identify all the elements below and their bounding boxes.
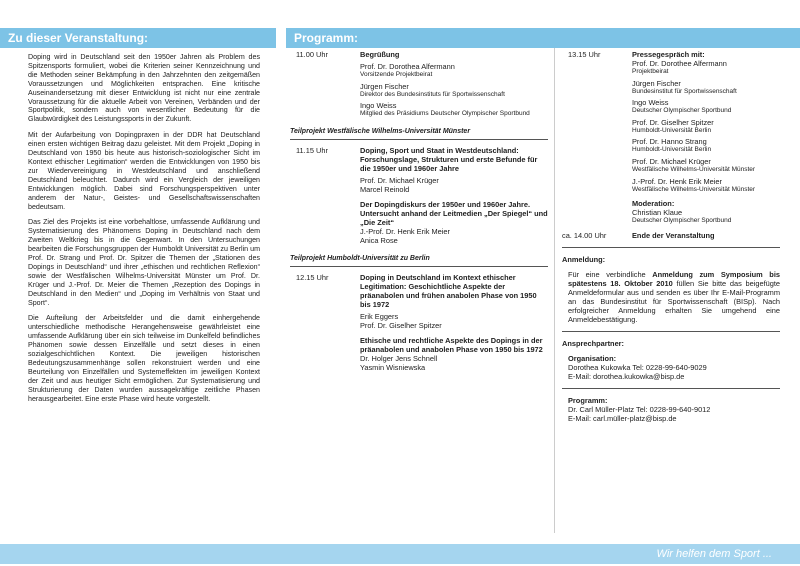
intro-paragraph: Das Ziel des Projekts ist eine vorbehaltlose, umfassende Aufklärung und Systematisierung des Phänomens Doping in Deutschland nach dem Zweiten Weltkrieg bis in die Gegenwart. In den Untersuchungen bearbeiten die Forschungsgruppen der Humboldt Universität zu Berlin um Prof. Dr. Strang und Prof. Dr. Spitzer die Themen der „Stationen des Dopings in Deutschland“ und ihrer „ethischen und rechtlichen Reflexion“ sowie der Westfälischen Wilhelms-Universität Münster um Prof. Dr. Krüger und J.-Prof. Dr. Meier die Themen „Rezeption des Dopings in Deutschland in den Medien“ und „Doping im Verhältnis von Staat und Sport“.	[28, 218, 260, 307]
speaker-role: Deutscher Olympischer Sportbund	[632, 217, 732, 225]
contact-name: Dorothea Kukowka Tel: 0228-99-640-9029	[568, 362, 707, 372]
speaker: Jürgen Fischer	[632, 78, 681, 88]
slot-title: Doping in Deutschland im Kontext ethischer Legitimation: Geschichtliche Aspekte der präanabolen und frühen anabolen Phase von 1950 bis 1972	[360, 272, 537, 309]
program-slot-1315	[562, 50, 780, 225]
slot-title: Doping, Sport und Staat in Westdeutschland: Forschungslage, Strukturen und erste Befunde für die 1950er und 1960er Jahre	[360, 145, 538, 173]
contact-role: Programm:	[568, 395, 608, 405]
footer-bar	[0, 544, 800, 564]
slot-time: 13.15 Uhr	[568, 50, 601, 59]
speaker: Prof. Dr. Michael Krüger	[632, 156, 711, 166]
contact-email[interactable]: E-Mail: carl.müller-platz@bisp.de	[568, 413, 677, 423]
slot-time: ca. 14.00 Uhr	[562, 230, 607, 240]
contact-organisation	[562, 354, 780, 381]
program-slot-end	[562, 231, 780, 240]
section-heading-veranstaltung: Zu dieser Veranstaltung:	[0, 28, 276, 48]
speaker: Yasmin Wisniewska	[360, 362, 426, 372]
speaker: Prof. Dr. Hanno Strang	[632, 137, 707, 147]
contact-role: Organisation:	[568, 353, 617, 363]
speaker: Marcel Reinold	[360, 184, 410, 194]
program-slot-1100	[290, 50, 548, 118]
speaker-role: Mitglied des Präsidiums Deutscher Olympischer Sportbund	[360, 110, 530, 118]
speaker: Jürgen Fischer	[360, 81, 409, 91]
speaker-role: Westfälische Wilhelms-Universität Münster	[632, 165, 756, 173]
speaker-role: Direktor des Bundesinstituts für Sportwissenschaft	[360, 90, 505, 98]
contacts-label: Ansprechpartner:	[562, 338, 625, 348]
subproject-heading: Teilprojekt Westfälische Wilhelms-Universität Münster	[290, 124, 548, 140]
speaker: Ingo Weiss	[632, 98, 669, 108]
speaker: Prof. Dr. Giselher Spitzer	[632, 117, 714, 127]
intro-text	[28, 53, 260, 411]
slot-title: Ende der Veranstaltung	[632, 230, 715, 240]
intro-paragraph: Doping wird in Deutschland seit den 1950er Jahren als Problem des Spitzensports formuliert, wobei die Kriterien seiner Kennzeichnung und die Methoden seiner Bekämpfung in den Jahrzehnten den zeitgemäßen Voraussetzungen und Möglichkeiten entsprachen. Eine kritische Auseinandersetzung mit dieser Entwicklung ist nicht nur eine zentrale Voraussetzung für die aktuelle Arbeit von Vereinen, Verbänden und der Sportpolitik, sondern auch von wesentlicher Bedeutung für die Glaubwürdigkeit des Leistungssports in der Zukunft.	[28, 53, 260, 124]
slot-time: 12.15 Uhr	[296, 272, 329, 282]
section-heading-programm: Programm:	[286, 28, 800, 48]
speaker: Prof. Dr. Michael Krüger	[360, 175, 439, 185]
speaker: Prof. Dr. Giselher Spitzer	[360, 320, 442, 330]
speaker: Anica Rose	[360, 235, 398, 245]
speaker: J.-Prof. Dr. Henk Erik Meier	[360, 226, 450, 236]
speaker: Prof. Dr. Dorothea Alfermann	[360, 62, 455, 71]
column-divider	[554, 48, 555, 533]
divider	[562, 331, 780, 332]
speaker-role: Humboldt-Universität Berlin	[632, 146, 712, 154]
right-column	[562, 50, 780, 423]
program-slot-1215	[290, 273, 548, 372]
speaker-role: Bundesinstitut für Sportwissenschaft	[632, 87, 737, 95]
moderator: Christian Klaue	[632, 208, 683, 218]
speaker-role: Projektbeirat	[632, 68, 669, 75]
speaker: Erik Eggers	[360, 311, 399, 321]
speaker: Dr. Holger Jens Schnell	[360, 353, 438, 363]
speaker-role: Humboldt-Universität Berlin	[632, 126, 712, 134]
contact-name: Dr. Carl Müller-Platz Tel: 0228-99-640-9012	[568, 404, 711, 414]
registration-deadline: Anmeldung zum Symposium bis spätestens 18. Oktober 2010	[568, 269, 780, 288]
slot-title: Pressegespräch mit:	[632, 50, 705, 59]
registration-text	[562, 270, 780, 324]
slot-title: Der Dopingdiskurs der 1950er und 1960er Jahre. Untersucht anhand der Leitmedien „Der Spiegel“ und „Die Zeit“	[360, 199, 548, 227]
intro-paragraph: Mit der Aufarbeitung von Dopingpraxen in der DDR hat Deutschland einen ersten wichtigen Beitrag dazu geleistet. Mit dem Projekt „Doping in Deutschland von 1950 bis heute aus historisch-soziologischer Sicht im Kontext ethischer Legitimation“ werden die Entwicklungen von 1950 bis zur Wiedervereinigung in Westdeutschland und anschließend Deutschland beleuchtet. Dadurch wird ein Vergleich der jeweiligen Entwicklungen möglich. Dabei sind Forschungsperspektiven unter anderem der Natur-, Geistes- und Gesellschaftswissenschaften bedeutsam.	[28, 131, 260, 211]
slot-time: 11.00 Uhr	[296, 50, 328, 59]
slot-time: 11.15 Uhr	[296, 145, 328, 155]
speaker-role: Westfälische Wilhelms-Universität Münster	[632, 185, 756, 193]
registration-label: Anmeldung:	[562, 254, 606, 264]
slot-title: Ethische und rechtliche Aspekte des Dopings in der präanabolen und anabolen Phase von 1950 bis 1972	[360, 335, 543, 354]
subproject-heading: Teilprojekt Humboldt-Universität zu Berlin	[290, 251, 548, 267]
program-column	[290, 50, 548, 372]
speaker-role: Deutscher Olympischer Sportbund	[632, 107, 732, 115]
speaker-role: Vorsitzende Projektbeirat	[360, 71, 433, 78]
speaker: Prof. Dr. Dorothee Alfermann	[632, 59, 727, 68]
contact-email[interactable]: E-Mail: dorothea.kukowka@bisp.de	[568, 371, 685, 381]
intro-paragraph: Die Aufteilung der Arbeitsfelder und die damit einhergehende unterschiedliche methodische Herangehensweise gewährleistet eine umfassende Aufklärung über ein sich teilweise im Dunkelfeld befindliches Phänomen sowie dessen Einzelfälle und setzt dieses in einen sozialgeschichtlichen Kontext. Die jeweiligen historischen Bedeutungszusammenhänge sollen rekonstruiert werden und eine Beurteilung von Einzelfällen und Systemeffekten im jeweiligen Kontext der Zeit und aus heutiger Sicht ermöglichen. Zur Systematisierung und Strukturierung der Daten wurden aussagekräftige zeitliche Phasen herausgearbeitet. Eine erste Phase wird heute vorgestellt.	[28, 314, 260, 403]
divider	[562, 247, 780, 248]
contact-programm	[562, 396, 780, 423]
divider	[562, 388, 780, 389]
speaker: Ingo Weiss	[360, 101, 397, 111]
slot-title: Begrüßung	[360, 50, 400, 59]
moderation-label: Moderation:	[632, 199, 675, 209]
program-slot-1115	[290, 146, 548, 245]
speaker: J.-Prof. Dr. Henk Erik Meier	[632, 176, 722, 186]
registration-text-part: füllen Sie bitte das beigefügte Anmeldeformular aus und senden es über Ihr E-Mail-Programm an das Bundesinstitut für Sportwissenschaft (BISp). Nach erfolgreicher Anmeldung erhalten Sie umgehend eine Anmeldebestätigung.	[568, 278, 781, 324]
registration-text-part: Für eine verbindliche	[568, 269, 653, 279]
footer-slogan: Wir helfen dem Sport ...	[656, 548, 772, 560]
